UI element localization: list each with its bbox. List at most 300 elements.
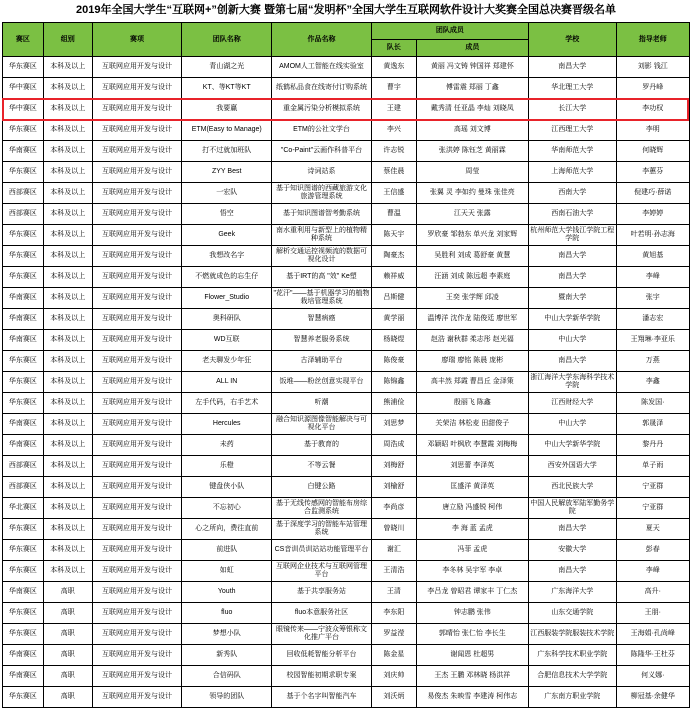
- cell-leader: 曹宇: [371, 78, 416, 99]
- cell-area: 华南赛区: [3, 582, 44, 603]
- cell-leader: 刘榆舒: [371, 477, 416, 498]
- cell-work: 智慧养老服务系统: [272, 330, 372, 351]
- cell-area: 西部赛区: [3, 204, 44, 225]
- cell-members: 张洪婷 陈钰芝 黄丽霖: [416, 141, 528, 162]
- cell-team: ETM(Easy to Manage): [182, 120, 272, 141]
- cell-school: 广东科学技术职业学院: [528, 645, 616, 666]
- cell-team: 领导的团队: [182, 687, 272, 708]
- cell-team: Geek: [182, 225, 272, 246]
- cell-area: 华南赛区: [3, 666, 44, 687]
- cell-leader: 谢汇: [371, 540, 416, 561]
- cell-team: Flower_Studio: [182, 288, 272, 309]
- cell-area: 华南赛区: [3, 288, 44, 309]
- cell-leader: 曾晓川: [371, 519, 416, 540]
- cell-race: 互联网应用开发与设计: [92, 309, 182, 330]
- cell-area: 华南赛区: [3, 414, 44, 435]
- table-row[interactable]: [3, 414, 690, 435]
- cell-race: 互联网应用开发与设计: [92, 582, 182, 603]
- cell-school: 广东海洋大学: [528, 582, 616, 603]
- cell-leader: 王建: [371, 99, 416, 120]
- cell-school: 西北民族大学: [528, 477, 616, 498]
- cell-team: 我要赢: [182, 99, 272, 120]
- table-row[interactable]: [3, 687, 690, 708]
- cell-school: 南昌大学: [528, 561, 616, 582]
- table-body: [3, 57, 690, 708]
- table-row[interactable]: [3, 498, 690, 519]
- table-row[interactable]: [3, 267, 690, 288]
- cell-work: 听潮: [272, 393, 372, 414]
- cell-team: 左手代码，右手艺术: [182, 393, 272, 414]
- cell-leader: 吕斯健: [371, 288, 416, 309]
- cell-work: 智慧病癌: [272, 309, 372, 330]
- cell-school: 中山大学新华学院: [528, 309, 616, 330]
- cell-team: 我想改名字: [182, 246, 272, 267]
- table-row[interactable]: [3, 351, 690, 372]
- cell-group: 本科及以上: [43, 183, 92, 204]
- cell-members: 廖瑞 廖铭 陈晨 庞彬: [416, 351, 528, 372]
- cell-coach: 王朋·: [616, 603, 689, 624]
- cell-group: 本科及以上: [43, 477, 92, 498]
- cell-leader: 李尚彦: [371, 498, 416, 519]
- cell-race: 互联网应用开发与设计: [92, 225, 182, 246]
- cell-members: 汪涵 刘成 陈远超 李素庭: [416, 267, 528, 288]
- cell-race: 互联网应用开发与设计: [92, 393, 182, 414]
- cell-coach: 李峰: [616, 267, 689, 288]
- cell-work: 重金属污染分析模拟系统: [272, 99, 372, 120]
- header-team: 团队名称: [182, 23, 272, 57]
- cell-work: AMOM人工智能在线实验室: [272, 57, 372, 78]
- cell-team: 青山湖之光: [182, 57, 272, 78]
- cell-members: 张翼 灵 李如约 曼珠 张佳亮: [416, 183, 528, 204]
- cell-group: 本科及以上: [43, 414, 92, 435]
- cell-work: 基于IRT的高 "效" Ke塑: [272, 267, 372, 288]
- cell-school: 长江大学: [528, 99, 616, 120]
- cell-group: 本科及以上: [43, 456, 92, 477]
- cell-coach: 黎丹丹: [616, 435, 689, 456]
- cell-race: 互联网应用开发与设计: [92, 519, 182, 540]
- cell-work: 不等云餐: [272, 456, 372, 477]
- cell-school: 南昌大学: [528, 57, 616, 78]
- cell-coach: 罗丹峰: [616, 78, 689, 99]
- cell-team: fluo: [182, 603, 272, 624]
- cell-members: 郭晴怡 张仁怡 李长生: [416, 624, 528, 645]
- cell-team: 打不过就加班队: [182, 141, 272, 162]
- table-row[interactable]: [3, 162, 690, 183]
- cell-area: 华东赛区: [3, 267, 44, 288]
- cell-group: 本科及以上: [43, 246, 92, 267]
- cell-work: 眼镜传来——宁波众筹银称文化推广平台: [272, 624, 372, 645]
- cell-race: 互联网应用开发与设计: [92, 120, 182, 141]
- cell-area: 华南赛区: [3, 645, 44, 666]
- cell-members: 李吕龙 曾昭君 谭家丰 丁仁杰: [416, 582, 528, 603]
- cell-race: 互联网应用开发与设计: [92, 78, 182, 99]
- cell-school: 浙江海洋大学东海科学技术学院: [528, 372, 616, 393]
- cell-race: 互联网应用开发与设计: [92, 288, 182, 309]
- cell-leader: 曹温: [371, 204, 416, 225]
- cell-team: 合信码队: [182, 666, 272, 687]
- cell-coach: 李峰: [616, 561, 689, 582]
- cell-team: 一宏队: [182, 183, 272, 204]
- cell-group: 高职: [43, 603, 92, 624]
- cell-area: 华东赛区: [3, 225, 44, 246]
- cell-coach: 黄旭基: [616, 246, 689, 267]
- cell-group: 本科及以上: [43, 351, 92, 372]
- cell-work: ETM的公社文学台: [272, 120, 372, 141]
- header-coach: 指导老师: [616, 23, 689, 57]
- cell-area: 华东赛区: [3, 162, 44, 183]
- cell-team: 乐橙: [182, 456, 272, 477]
- cell-area: 华东赛区: [3, 561, 44, 582]
- table-row[interactable]: [3, 204, 690, 225]
- table-row[interactable]: [3, 477, 690, 498]
- cell-area: 华中赛区: [3, 78, 44, 99]
- cell-team: 梦想小队: [182, 624, 272, 645]
- cell-leader: 刘梅舒: [371, 456, 416, 477]
- cell-school: 中山大学: [528, 330, 616, 351]
- cell-coach: 李婷婷: [616, 204, 689, 225]
- cell-leader: 陈天宇: [371, 225, 416, 246]
- cell-race: 互联网应用开发与设计: [92, 162, 182, 183]
- cell-coach: 王翔琳·李亚乐: [616, 330, 689, 351]
- cell-team: 不忘初心: [182, 498, 272, 519]
- cell-members: 邓颖昭 叶枫欣 李慧霞 刘梅梅: [416, 435, 528, 456]
- cell-leader: 熊浦俭: [371, 393, 416, 414]
- table-row[interactable]: [3, 540, 690, 561]
- cell-members: 罗欣豪 邹勃东 单兴龙 刘家辉: [416, 225, 528, 246]
- cell-coach: 陈发国·: [616, 393, 689, 414]
- header-team-members: 团队成员: [371, 23, 528, 40]
- cell-work: 基于共享服务站: [272, 582, 372, 603]
- cell-school: 南昌大学: [528, 519, 616, 540]
- cell-group: 本科及以上: [43, 162, 92, 183]
- cell-group: 本科及以上: [43, 78, 92, 99]
- table-row[interactable]: [3, 78, 690, 99]
- cell-members: 周莹: [416, 162, 528, 183]
- cell-area: 华东赛区: [3, 351, 44, 372]
- cell-group: 本科及以上: [43, 57, 92, 78]
- cell-coach: 刘影 钱江: [616, 57, 689, 78]
- cell-group: 本科及以上: [43, 330, 92, 351]
- cell-coach: 叶若明·孙志海: [616, 225, 689, 246]
- cell-group: 本科及以上: [43, 435, 92, 456]
- cell-team: 前进队: [182, 540, 272, 561]
- cell-team: Hercules: [182, 414, 272, 435]
- cell-area: 华南赛区: [3, 141, 44, 162]
- cell-members: 李 海 蓝 孟虎: [416, 519, 528, 540]
- cell-coach: 李蕙芬: [616, 162, 689, 183]
- cell-members: 谢闻恩 杜超男: [416, 645, 528, 666]
- cell-members: 钟志鹏 张伟: [416, 603, 528, 624]
- cell-race: 互联网应用开发与设计: [92, 561, 182, 582]
- cell-group: 本科及以上: [43, 225, 92, 246]
- cell-team: 心之所向，费往直前: [182, 519, 272, 540]
- cell-members: 李冬林 吴宇军 李卓: [416, 561, 528, 582]
- cell-team: 新秀队: [182, 645, 272, 666]
- cell-leader: 王信盛: [371, 183, 416, 204]
- cell-school: 南昌大学: [528, 246, 616, 267]
- cell-race: 互联网应用开发与设计: [92, 267, 182, 288]
- cell-group: 本科及以上: [43, 561, 92, 582]
- cell-members: 傅雷震 郑丽 丁鑫: [416, 78, 528, 99]
- cell-coach: 潘志宏: [616, 309, 689, 330]
- cell-area: 西部赛区: [3, 477, 44, 498]
- cell-leader: 杨晓煜: [371, 330, 416, 351]
- cell-race: 互联网应用开发与设计: [92, 687, 182, 708]
- cell-coach: 夏天: [616, 519, 689, 540]
- header-leader: 队长: [371, 40, 416, 57]
- cell-leader: 李东阳: [371, 603, 416, 624]
- cell-group: 高职: [43, 687, 92, 708]
- cell-leader: 周浩成: [371, 435, 416, 456]
- cell-leader: 王清浩: [371, 561, 416, 582]
- cell-school: 中山大学新华学院: [528, 435, 616, 456]
- results-table: [2, 22, 690, 708]
- cell-race: 互联网应用开发与设计: [92, 57, 182, 78]
- cell-group: 本科及以上: [43, 540, 92, 561]
- cell-members: 王奕 张学辉 邱凌: [416, 288, 528, 309]
- cell-race: 互联网应用开发与设计: [92, 666, 182, 687]
- page-title: 2019年全国大学生“互联网+”创新大赛 暨第七届“发明杯”全国大学生互联网软件设计大奖赛全国总决赛晋级名单: [76, 4, 616, 16]
- cell-leader: 陈俊豪: [371, 351, 416, 372]
- cell-members: 唐立励 冯盛锐 柯伟: [416, 498, 528, 519]
- cell-team: 奥科研队: [182, 309, 272, 330]
- cell-area: 西部赛区: [3, 456, 44, 477]
- cell-group: 本科及以上: [43, 99, 92, 120]
- cell-work: 回收低耗智能分析平台: [272, 645, 372, 666]
- cell-members: 黄丽 冯文铸 钟国祥 郑建怀: [416, 57, 528, 78]
- cell-race: 互联网应用开发与设计: [92, 435, 182, 456]
- cell-team: WD互联: [182, 330, 272, 351]
- table-row[interactable]: [3, 519, 690, 540]
- cell-school: 江西财经大学: [528, 393, 616, 414]
- cell-school: 西安外国语大学: [528, 456, 616, 477]
- cell-coach: 宁亚群: [616, 477, 689, 498]
- cell-coach: 万燕: [616, 351, 689, 372]
- cell-coach: 李功权: [616, 99, 689, 120]
- table-row[interactable]: [3, 645, 690, 666]
- cell-school: 南昌大学: [528, 351, 616, 372]
- cell-group: 高职: [43, 645, 92, 666]
- header-members: 成员: [416, 40, 528, 57]
- cell-coach: 宁亚群: [616, 498, 689, 519]
- table-row[interactable]: [3, 309, 690, 330]
- table-row[interactable]: [3, 330, 690, 351]
- cell-area: 华北赛区: [3, 498, 44, 519]
- cell-group: 本科及以上: [43, 309, 92, 330]
- cell-race: 互联网应用开发与设计: [92, 540, 182, 561]
- cell-race: 互联网应用开发与设计: [92, 99, 182, 120]
- cell-members: 王杰 王鹏 邓林晓 杨洪祥: [416, 666, 528, 687]
- cell-team: Youth: [182, 582, 272, 603]
- cell-area: 华东赛区: [3, 519, 44, 540]
- cell-area: 华南赛区: [3, 309, 44, 330]
- table-row[interactable]: [3, 99, 690, 120]
- cell-work: 基于个名字叫智能汽车: [272, 687, 372, 708]
- cell-group: 高职: [43, 624, 92, 645]
- cell-leader: 罗益滢: [371, 624, 416, 645]
- cell-race: 互联网应用开发与设计: [92, 624, 182, 645]
- cell-school: 暨南大学: [528, 288, 616, 309]
- table-row[interactable]: [3, 435, 690, 456]
- cell-coach: 何晓辉: [616, 141, 689, 162]
- cell-leader: 王清: [371, 582, 416, 603]
- cell-area: 华东赛区: [3, 246, 44, 267]
- cell-area: 华东赛区: [3, 687, 44, 708]
- cell-school: 上海师范大学: [528, 162, 616, 183]
- cell-team: 键盘侠小队: [182, 477, 272, 498]
- table-row[interactable]: [3, 57, 690, 78]
- table-row[interactable]: [3, 561, 690, 582]
- cell-race: 互联网应用开发与设计: [92, 456, 182, 477]
- cell-leader: 刘沃炳: [371, 687, 416, 708]
- cell-work: 基于无线传感网的智能布房综合监测系统: [272, 498, 372, 519]
- cell-work: "Co-Paint"云画作科普平台: [272, 141, 372, 162]
- cell-leader: 刘庆帅: [371, 666, 416, 687]
- table-row[interactable]: [3, 624, 690, 645]
- cell-members: 戴秀清 任亚晶 李灿 刘晓凤: [416, 99, 528, 120]
- cell-race: 互联网应用开发与设计: [92, 477, 182, 498]
- cell-work: 诗词站系: [272, 162, 372, 183]
- cell-members: 刘思蕾 李泽英: [416, 456, 528, 477]
- cell-area: 华东赛区: [3, 540, 44, 561]
- cell-school: 华南师范大学: [528, 141, 616, 162]
- cell-members: 高瑶 刘文博: [416, 120, 528, 141]
- cell-leader: 许志锐: [371, 141, 416, 162]
- table-row[interactable]: [3, 456, 690, 477]
- cell-team: ALL IN: [182, 372, 272, 393]
- cell-area: 华东赛区: [3, 624, 44, 645]
- cell-team: 老夫聊发少年狂: [182, 351, 272, 372]
- cell-leader: 陈金星: [371, 645, 416, 666]
- cell-leader: 赖祥威: [371, 267, 416, 288]
- cell-team: 未药: [182, 435, 272, 456]
- cell-team: ZYY Best: [182, 162, 272, 183]
- cell-area: 华东赛区: [3, 603, 44, 624]
- cell-work: 基于知识图谱智考勤系统: [272, 204, 372, 225]
- cell-area: 华南赛区: [3, 330, 44, 351]
- cell-group: 本科及以上: [43, 498, 92, 519]
- cell-work: 白键公路: [272, 477, 372, 498]
- cell-school: 南昌大学: [528, 267, 616, 288]
- table-row[interactable]: [3, 183, 690, 204]
- cell-group: 本科及以上: [43, 288, 92, 309]
- cell-area: 华东赛区: [3, 120, 44, 141]
- cell-leader: 陈锦鑫: [371, 372, 416, 393]
- cell-school: 安徽大学: [528, 540, 616, 561]
- cell-race: 互联网应用开发与设计: [92, 351, 182, 372]
- cell-race: 互联网应用开发与设计: [92, 141, 182, 162]
- header-area: 赛区: [3, 23, 44, 57]
- cell-work: CS音训员训站站功能管理平台: [272, 540, 372, 561]
- cell-school: 华北理工大学: [528, 78, 616, 99]
- cell-leader: 蔡佳晨: [371, 162, 416, 183]
- cell-work: 南水重利用与新型上的植物精种系统: [272, 225, 372, 246]
- cell-members: 匡盛洋 黄泽英: [416, 477, 528, 498]
- cell-area: 华中赛区: [3, 99, 44, 120]
- cell-work: 基于教育的: [272, 435, 372, 456]
- cell-coach: 张宇: [616, 288, 689, 309]
- cell-coach: 倪建巧·薛诺: [616, 183, 689, 204]
- cell-school: 江西理工大学: [528, 120, 616, 141]
- cell-race: 互联网应用开发与设计: [92, 414, 182, 435]
- cell-race: 互联网应用开发与设计: [92, 204, 182, 225]
- cell-leader: 刘思梦: [371, 414, 416, 435]
- cell-race: 互联网应用开发与设计: [92, 246, 182, 267]
- cell-coach: 郭晟泽: [616, 414, 689, 435]
- cell-work: 基于知识图谱的西藏旅游文化旅游管理系统: [272, 183, 372, 204]
- cell-work: fluo本意服务社区: [272, 603, 372, 624]
- cell-leader: 黄逸东: [371, 57, 416, 78]
- cell-team: 如虹: [182, 561, 272, 582]
- header-race: 赛项: [92, 23, 182, 57]
- cell-work: 纸鹤私品食在线寄付订购系统: [272, 78, 372, 99]
- cell-area: 华东赛区: [3, 57, 44, 78]
- cell-school: 杭州师范大学钱江学院工程学院: [528, 225, 616, 246]
- table-row[interactable]: [3, 225, 690, 246]
- cell-school: 合肥信息技术大学学院: [528, 666, 616, 687]
- cell-members: 冯菲 孟虎: [416, 540, 528, 561]
- cell-coach: 陈隆华·王杜芬: [616, 645, 689, 666]
- cell-race: 互联网应用开发与设计: [92, 603, 182, 624]
- cell-coach: 高升·: [616, 582, 689, 603]
- cell-team: 不燃就成色的忘生仔: [182, 267, 272, 288]
- cell-work: 基于深度学习的智能车站管理系统: [272, 519, 372, 540]
- cell-members: 易俊杰 朱映雪 李建涛 柯伟志: [416, 687, 528, 708]
- cell-group: 高职: [43, 666, 92, 687]
- cell-members: 温博洋 沈作龙 陆俊廷 廖世军: [416, 309, 528, 330]
- cell-school: 江西服装学院服装技术学院: [528, 624, 616, 645]
- cell-members: 赵浩 谢秋群 柔志彤 赵光福: [416, 330, 528, 351]
- cell-work: 解析交通运控视频流的数据可视化设计: [272, 246, 372, 267]
- cell-work: 融合知识源图像智能解决与可视化平台: [272, 414, 372, 435]
- cell-school: 中山大学: [528, 414, 616, 435]
- cell-school: 山东交通学院: [528, 603, 616, 624]
- cell-members: 殷丽飞 陈鑫: [416, 393, 528, 414]
- cell-work: "花汗"——基于机器学习的植物栽培管理系统: [272, 288, 372, 309]
- table-row[interactable]: [3, 666, 690, 687]
- cell-group: 本科及以上: [43, 519, 92, 540]
- cell-work: 互联网企业技术与互联网管理平台: [272, 561, 372, 582]
- table-row[interactable]: [3, 246, 690, 267]
- header-group: 组别: [43, 23, 92, 57]
- cell-coach: 单子雨: [616, 456, 689, 477]
- cell-area: 华南赛区: [3, 435, 44, 456]
- table-row[interactable]: [3, 393, 690, 414]
- table-row[interactable]: [3, 603, 690, 624]
- table-row[interactable]: [3, 288, 690, 309]
- cell-group: 本科及以上: [43, 204, 92, 225]
- cell-race: 互联网应用开发与设计: [92, 645, 182, 666]
- cell-race: 互联网应用开发与设计: [92, 183, 182, 204]
- table-row[interactable]: [3, 120, 690, 141]
- cell-school: 西南石油大学: [528, 204, 616, 225]
- cell-coach: 李明: [616, 120, 689, 141]
- cell-team: KT、等KT等KT: [182, 78, 272, 99]
- cell-race: 互联网应用开发与设计: [92, 498, 182, 519]
- cell-school: 西南大学: [528, 183, 616, 204]
- cell-school: 广东南方职业学院: [528, 687, 616, 708]
- cell-leader: 李兴: [371, 120, 416, 141]
- cell-group: 本科及以上: [43, 141, 92, 162]
- cell-leader: 黄学丽: [371, 309, 416, 330]
- table-row[interactable]: [3, 372, 690, 393]
- table-row[interactable]: [3, 141, 690, 162]
- cell-members: 江天天 张露: [416, 204, 528, 225]
- cell-work: 饭堆——粉丝创意实现平台: [272, 372, 372, 393]
- header-work: 作品名称: [272, 23, 372, 57]
- cell-members: 吴胜利 刘成 葛舒豪 黄慧: [416, 246, 528, 267]
- table-row[interactable]: [3, 582, 690, 603]
